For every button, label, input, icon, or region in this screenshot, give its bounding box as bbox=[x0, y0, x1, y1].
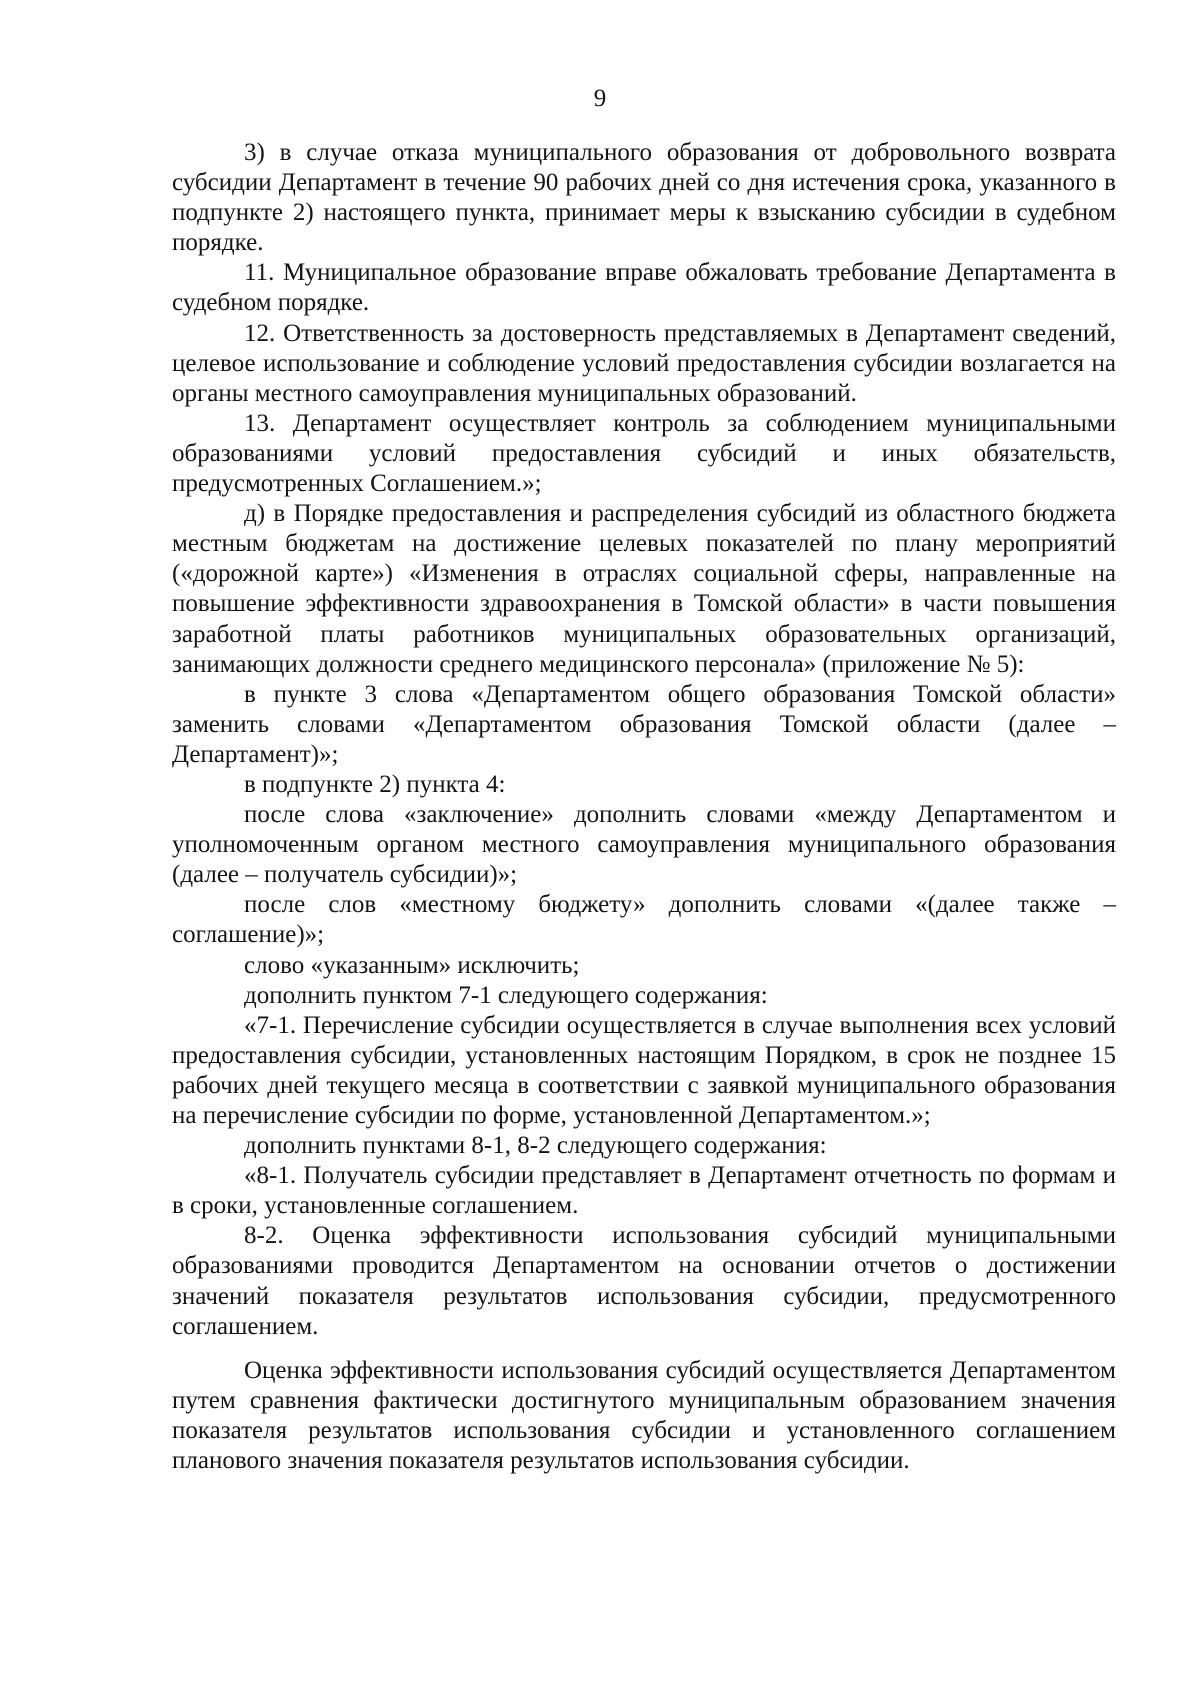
paragraph-add-points-8-1-8-2: дополнить пунктами 8-1, 8-2 следующего содержания: bbox=[244, 1132, 827, 1160]
document-body bbox=[172, 138, 1116, 1476]
paragraph-efficiency-assessment: Оценка эффективности использования субсидий осуществляется Департаментом путем сравнения фактически достигнутого муниципальным образованием значения показателя результатов использования субсидии и установленного соглашением планового значения показателя результатов использования субсидии. bbox=[172, 1356, 1116, 1475]
paragraph-point-3-amendment: в пункте 3 слова «Департаментом общего образования Томской области» заменить словами «Департаментом образования Томской области (далее – Департамент)»; bbox=[172, 680, 1116, 768]
paragraph-add-point-7-1: дополнить пунктом 7-1 следующего содержания: bbox=[244, 981, 768, 1009]
paragraph-word-exclude: слово «указанным» исключить; bbox=[244, 951, 580, 979]
paragraph-subpoint-2-point-4: в подпункте 2) пункта 4: bbox=[244, 770, 506, 798]
paragraph-after-words-local-budget: после слов «местному бюджету» дополнить словами «(далее также – соглашение)»; bbox=[172, 891, 1116, 949]
paragraph-after-word-conclusion: после слова «заключение» дополнить словами «между Департаментом и уполномоченным органом местного самоуправления муниципального образования (далее – получатель субсидии)»; bbox=[172, 801, 1116, 889]
paragraph-item-d: д) в Порядке предоставления и распределения субсидий из областного бюджета местным бюджетам на достижение целевых показателей по плану мероприятий («дорожной карте») «Изменения в отраслях социальной сферы, направленные на повышение эффективности здравоохранения в Томской области» в части повышения заработной платы работников муниципальных образовательных организаций, занимающих должности среднего медицинского персонала» (приложение № 5): bbox=[172, 500, 1116, 678]
paragraph-subitem-3: 3) в случае отказа муниципального образования от добровольного возврата субсидии Департамент в течение 90 рабочих дней со дня истечения срока, указанного в подпункте 2) настоящего пункта, принимает меры к взысканию субсидии в судебном порядке. bbox=[172, 139, 1116, 257]
page-number: 9 bbox=[593, 85, 607, 112]
paragraph-item-13: 13. Департамент осуществляет контроль за соблюдением муниципальными образованиями условий предоставления субсидий и иных обязательств, предусмотренных Соглашением.»; bbox=[172, 409, 1116, 498]
paragraph-point-7-1: «7-1. Перечисление субсидии осуществляется в случае выполнения всех условий предоставления субсидии, установленных настоящим Порядком, в срок не позднее 15 рабочих дней текущего месяца в соответствии с заявкой муниципального образования на перечисление субсидии по форме, установленной Департаментом.»; bbox=[172, 1011, 1116, 1129]
paragraph-item-12: 12. Ответственность за достоверность представляемых в Департамент сведений, целевое использование и соблюдение условий предоставления субсидии возлагается на органы местного самоуправления муниципальных образований. bbox=[172, 319, 1116, 407]
paragraph-item-11: 11. Муниципальное образование вправе обжаловать требование Департамента в судебном порядке. bbox=[172, 259, 1116, 317]
paragraph-point-8-1: «8-1. Получатель субсидии представляет в Департамент отчетность по формам и в сроки, установленные соглашением. bbox=[172, 1162, 1116, 1220]
paragraph-point-8-2: 8-2. Оценка эффективности использования субсидий муниципальными образованиями проводится Департаментом на основании отчетов о достижении значений показателя результатов использования субсидии, предусмотренного соглашением. bbox=[172, 1222, 1116, 1340]
